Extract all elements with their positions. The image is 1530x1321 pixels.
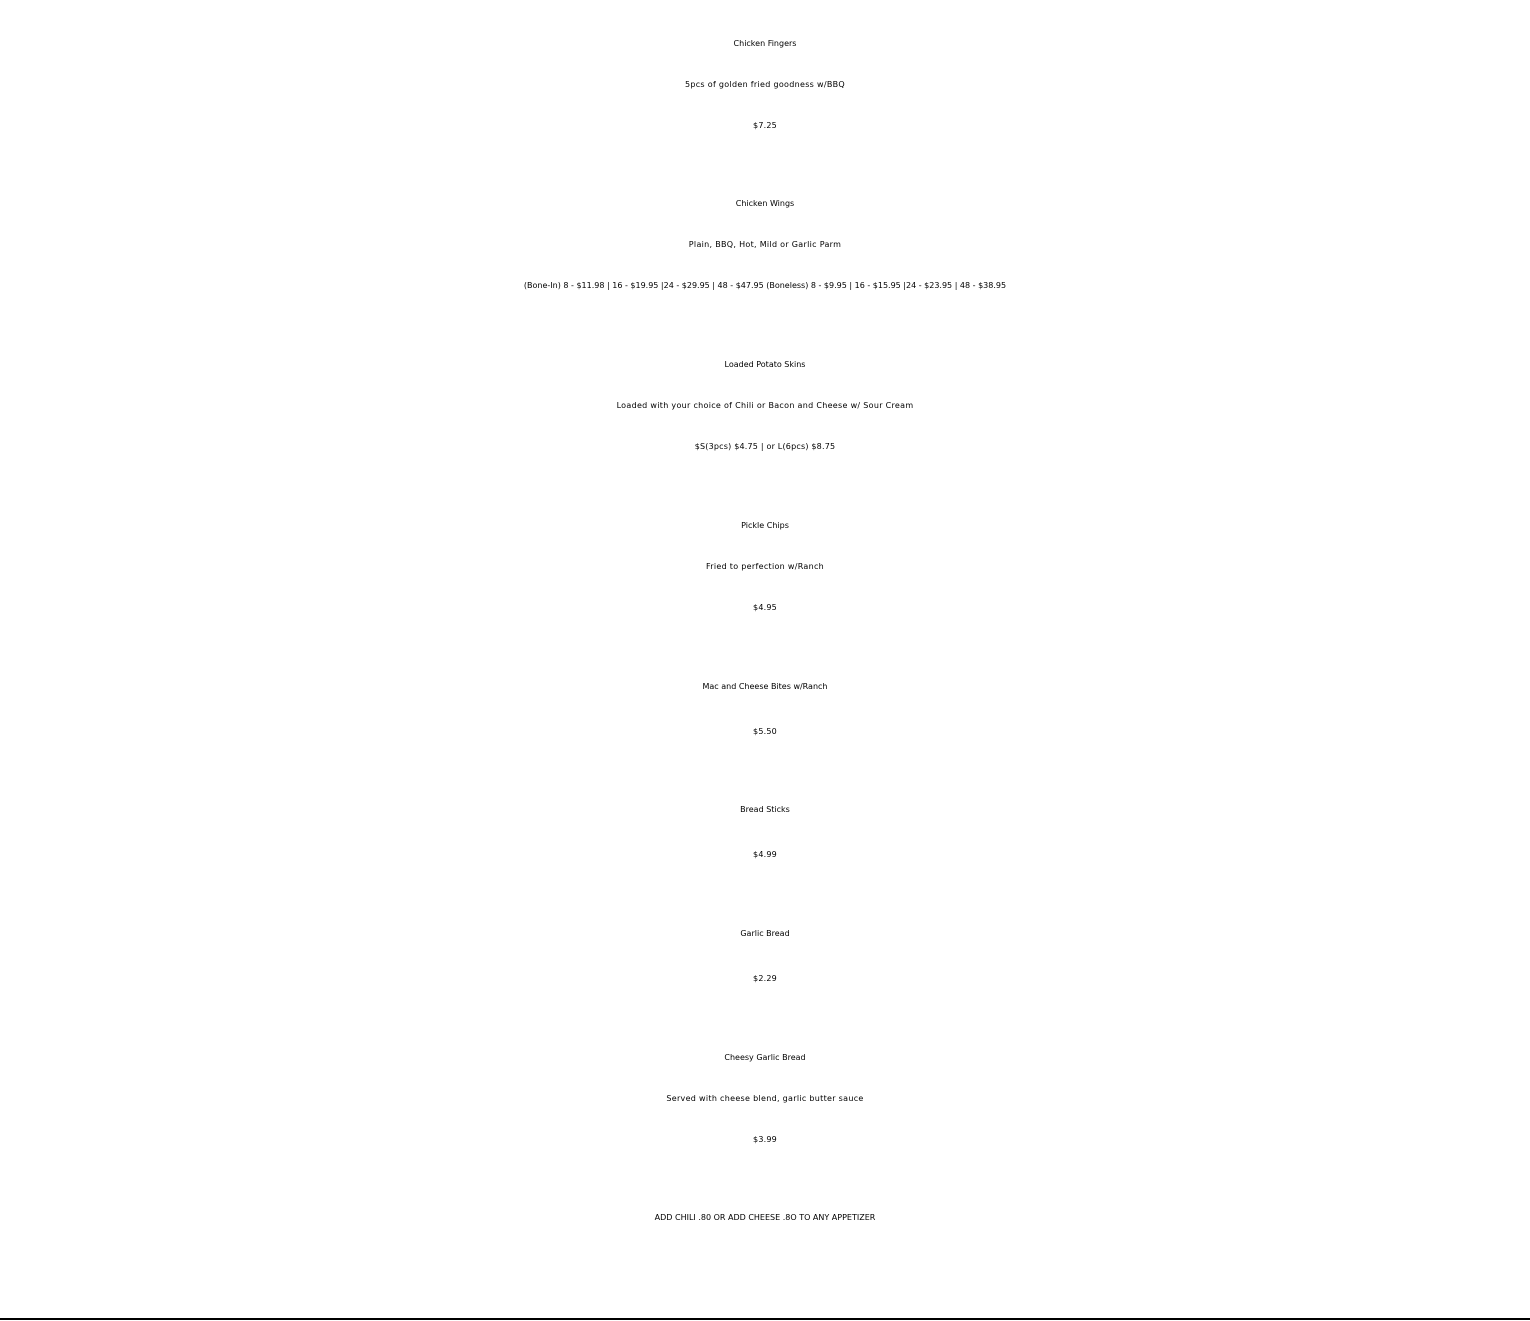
item-description: 5pcs of golden fried goodness w/BBQ (684, 80, 846, 89)
item-price: $5.50 (753, 727, 777, 736)
item-description: Plain, BBQ, Hot, Mild or Garlic Parm (688, 240, 842, 249)
item-name: Bread Sticks (740, 805, 790, 814)
item-name: Cheesy Garlic Bread (724, 1053, 806, 1062)
item-price: $3.99 (753, 1135, 777, 1144)
item-name: Chicken Wings (735, 199, 795, 208)
item-name: Garlic Bread (740, 929, 790, 938)
item-price: $4.99 (753, 850, 777, 859)
item-description: Fried to perfection w/Ranch (705, 562, 825, 571)
item-name: Chicken Fingers (733, 39, 797, 48)
item-description: Served with cheese blend, garlic butter sauce (666, 1094, 864, 1103)
item-description: Loaded with your choice of Chili or Bacon and Cheese w/ Sour Cream (616, 401, 914, 410)
item-name: Pickle Chips (741, 521, 789, 530)
addon-note: ADD CHILI .80 OR ADD CHEESE .8O TO ANY APPETIZER (654, 1213, 876, 1222)
item-name: Mac and Cheese Bites w/Ranch (702, 682, 828, 691)
item-price: $4.95 (753, 603, 777, 612)
item-price: (Bone-In) 8 - $11.98 | 16 - $19.95 |24 - $29.95 | 48 - $47.95 (Boneless) 8 - $9.95 | 16 - $15.95 |24 - $23.95 | 48 - $38.95 (523, 281, 1007, 290)
item-name: Loaded Potato Skins (724, 360, 806, 369)
item-price: $7.25 (753, 121, 777, 130)
bottom-divider (0, 1318, 1530, 1320)
item-price: $S(3pcs) $4.75 | or L(6pcs) $8.75 (694, 442, 836, 451)
item-price: $2.29 (753, 974, 777, 983)
